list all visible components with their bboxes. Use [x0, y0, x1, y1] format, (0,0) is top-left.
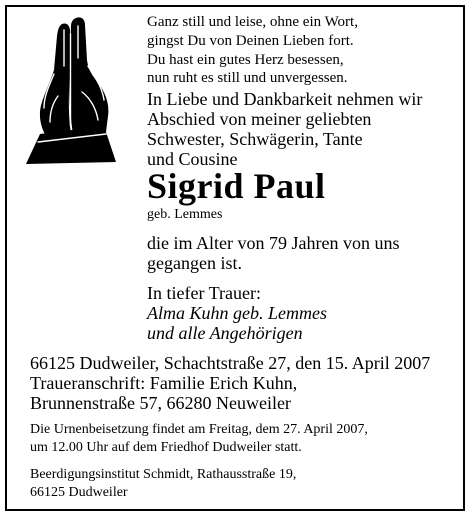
- poem-line: Ganz still und leise, ohne ein Wort,: [147, 14, 358, 30]
- address-line: Brunnenstraße 57, 66280 Neuweiler: [30, 393, 291, 413]
- poem-line: nun ruht es still und unvergessen.: [147, 70, 348, 86]
- intro-line: Abschied von meiner geliebten: [147, 109, 372, 129]
- mourners-heading: In tiefer Trauer:: [147, 283, 261, 303]
- address-line: 66125 Dudweiler, Schachtstraße 27, den 15. April 2007: [30, 353, 431, 373]
- poem-line: gingst Du von Deinen Lieben fort.: [147, 33, 354, 49]
- poem-line: Du hast ein gutes Herz besessen,: [147, 52, 344, 68]
- address-line: Traueranschrift: Familie Erich Kuhn,: [30, 373, 298, 393]
- undertaker-line: 66125 Dudweiler: [30, 485, 128, 500]
- intro-line: Schwester, Schwägerin, Tante: [147, 129, 363, 149]
- undertaker-line: Beerdigungsinstitut Schmidt, Rathausstraße 19,: [30, 467, 297, 482]
- praying-hands-icon: [18, 14, 122, 164]
- age-line: gegangen ist.: [147, 253, 242, 273]
- funeral-line: Die Urnenbeisetzung findet am Freitag, dem 27. April 2007,: [30, 422, 368, 437]
- intro-line: In Liebe und Dankbarkeit nehmen wir: [147, 89, 423, 109]
- deceased-name: Sigrid Paul: [147, 166, 326, 206]
- maiden-name: geb. Lemmes: [147, 207, 223, 222]
- mourner-name: und alle Angehörigen: [147, 323, 303, 343]
- age-line: die im Alter von 79 Jahren von uns: [147, 233, 400, 253]
- funeral-line: um 12.00 Uhr auf dem Friedhof Dudweiler statt.: [30, 440, 302, 455]
- intro-line: und Cousine: [147, 149, 238, 169]
- mourner-name: Alma Kuhn geb. Lemmes: [147, 303, 327, 323]
